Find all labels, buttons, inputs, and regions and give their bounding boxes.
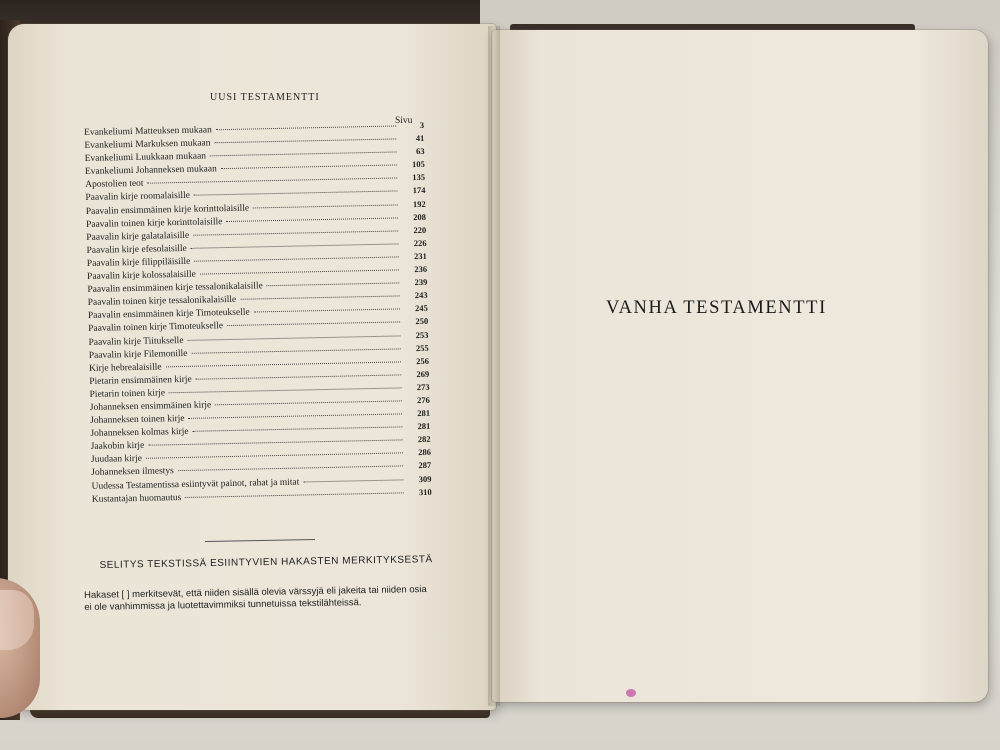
toc-entry-leader [169, 387, 402, 393]
toc-entry-page: 174 [412, 185, 426, 196]
toc-entry-leader [185, 492, 404, 498]
note-heading: SELITYS TEKSTISSÄ ESIINTYVIEN HAKASTEN MERKITYKSESTÄ [99, 554, 433, 571]
toc-entry-name: Kustantajan huomautus [91, 492, 182, 505]
toc-entry-page: 220 [413, 224, 427, 235]
toc-entry-name: Paavalin toinen kirje korinttolaisille [85, 216, 223, 230]
toc-entry-page: 250 [415, 316, 429, 327]
toc-entry-leader [189, 413, 403, 418]
toc-entry-leader [148, 440, 402, 446]
toc-entry-page: 245 [415, 303, 428, 314]
toc-entry-page: 273 [416, 381, 430, 392]
toc-entry-name: Paavalin kirje roomalaisille [85, 191, 191, 204]
toc-entry-leader [267, 283, 400, 287]
toc-entry-leader [253, 204, 398, 208]
toc-entry-page: 281 [417, 407, 431, 419]
toc-entry-name: Paavalin toinen kirje Timoteukselle [88, 321, 224, 335]
toc-entry-page: 281 [417, 420, 431, 432]
toc-entry-leader [216, 125, 396, 130]
toc-entry-leader [210, 152, 397, 157]
toc-entry-name: Pietarin ensimmäinen kirje [89, 374, 192, 387]
toc-entry-name: Apostolien teot [85, 179, 144, 191]
toc-entry-page: 208 [413, 211, 427, 222]
toc-entry-name: Paavalin kirje filippiläisille [86, 256, 191, 269]
toc-entry-page: 239 [414, 276, 428, 288]
book-gutter [488, 26, 500, 706]
toc-entry-name: Johanneksen ensimmäinen kirje [89, 400, 212, 413]
toc-entry-name: Evankeliumi Luukkaan mukaan [84, 151, 207, 165]
toc-entry-leader [194, 256, 399, 261]
toc-entry-name: Paavalin ensimmäinen kirje korinttolaisille [85, 203, 250, 217]
toc-entry-leader [194, 191, 398, 196]
toc-entry-name: Paavalin kirje Filemonille [88, 348, 188, 361]
toc-entry-page: 269 [416, 368, 430, 379]
old-testament-title: VANHA TESTAMENTTI [606, 298, 827, 318]
toc-entry-page: 309 [418, 473, 432, 484]
toc-entry-page: 226 [413, 237, 427, 248]
right-page [492, 30, 988, 702]
toc-entry-leader [303, 479, 403, 482]
toc-entry-leader [226, 217, 398, 222]
toc-entry-page: 231 [413, 250, 427, 262]
toc-entry-leader [166, 361, 401, 367]
toc-entry-leader [178, 466, 403, 472]
toc-entry-page: 63 [415, 146, 425, 157]
toc-list [84, 120, 432, 507]
toc-entry-leader [187, 335, 400, 340]
toc-entry-page: 282 [417, 434, 431, 445]
toc-entry-page: 256 [416, 355, 430, 366]
toc-entry-name: Evankeliumi Johanneksen mukaan [84, 164, 217, 178]
toc-entry-leader [227, 322, 400, 327]
toc-entry-name: Paavalin kirje efesolaisille [86, 243, 187, 256]
toc-entry-page: 135 [412, 172, 426, 183]
toc-entry-leader [221, 165, 397, 170]
toc-entry-leader [240, 296, 399, 300]
toc-entry-name: Kirje hebrealaisille [88, 362, 162, 374]
toc-entry-page: 192 [412, 198, 426, 209]
toc-entry-page: 287 [418, 460, 432, 471]
toc-title: UUSI TESTAMENTTI [210, 92, 320, 103]
toc-entry-page: 255 [415, 342, 429, 353]
toc-entry-name: Paavalin toinen kirje tessalonikalaisille [87, 295, 237, 309]
toc-entry-name: Paavalin kirje kolossalaisille [87, 269, 196, 282]
toc-entry-page: 236 [414, 263, 428, 275]
toc-entry-page: 3 [419, 119, 425, 130]
toc-entry-name: Paavalin ensimmäinen kirje Timoteukselle [87, 307, 250, 322]
toc-entry-leader [200, 269, 399, 274]
toc-entry-page: 243 [414, 290, 428, 301]
toc-entry-page: 276 [416, 394, 430, 406]
toc-entry-name: Paavalin ensimmäinen kirje tessalonikalaisille [87, 281, 263, 296]
toc-entry-name: Johanneksen toinen kirje [90, 414, 185, 426]
toc-entry-page: 310 [418, 486, 432, 497]
toc-entry-page: 286 [418, 447, 431, 458]
toc-entry-name: Paavalin kirje galatalaisille [86, 230, 190, 243]
note-body: Hakaset [ ] merkitsevät, että niiden sisällä olevia värssyjä eli jakeita tai niiden osia ei ole vanhimmissa ja luotettavimmiksi tunnetuissa tekstilähteissä. [84, 584, 427, 613]
toc-entry-leader [254, 309, 400, 313]
toc-entry-page: 105 [412, 159, 425, 170]
toc-entry-name: Jaakobin kirje [90, 441, 145, 453]
toc-entry-page: 41 [415, 132, 425, 144]
toc-entry-page: 253 [415, 329, 429, 340]
page-column-label: Sivu [395, 116, 413, 126]
ink-stain [626, 689, 636, 697]
toc-entry-leader [146, 453, 403, 459]
toc-entry-name: Evankeliumi Matteuksen mukaan [84, 125, 212, 138]
toc-entry-name: Uudessa Testamentissa esiintyvät painot, rahat ja mitat [91, 477, 300, 492]
toc-entry-leader [193, 230, 398, 235]
toc-entry-leader [191, 243, 399, 248]
toc-entry-name: Johanneksen kolmas kirje [90, 427, 189, 440]
toc-entry-name: Pietarin toinen kirje [89, 388, 166, 400]
toc-entry-leader [193, 427, 403, 432]
toc-entry-name: Juudaan kirje [90, 454, 142, 466]
toc-entry-leader [214, 139, 396, 144]
toc-entry-name: Johanneksen ilmestys [91, 466, 174, 479]
toc-entry-name: Paavalin kirje Tiitukselle [88, 335, 184, 348]
toc-entry-name: Evankeliumi Markuksen mukaan [84, 138, 211, 152]
toc-entry-leader [196, 374, 402, 379]
toc-entry-leader [148, 178, 398, 184]
toc-entry-leader [191, 348, 400, 353]
toc-entry-leader [215, 400, 402, 405]
